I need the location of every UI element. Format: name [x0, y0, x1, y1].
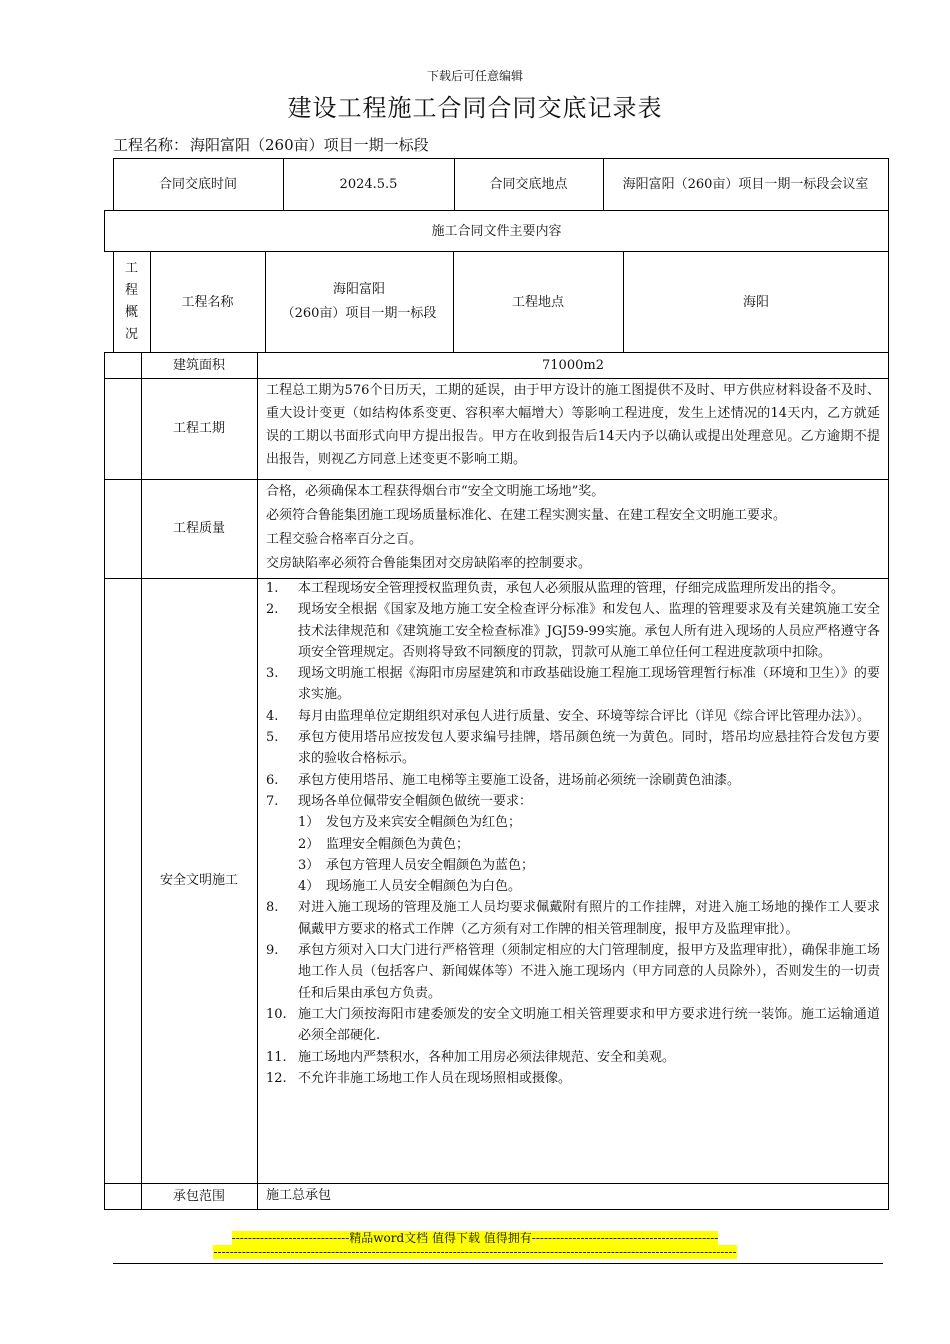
- overview-char-1: 工: [124, 261, 138, 276]
- safety-item: 8. 对进入施工现场的管理及施工人员均要求佩戴附有照片的工作挂牌，对进入施工场地的操作工人要求佩戴甲方要求的格式工作牌（乙方须有对工作牌的相关管理制度，报甲方及监理审批）。: [266, 900, 880, 937]
- project-name-label: 工程名称：: [113, 136, 189, 154]
- helmet-color-item: 2） 监理安全帽颜色为黄色；: [298, 836, 470, 852]
- safety-item: 10. 施工大门须按海阳市建委颁发的安全文明施工相关管理要求和甲方要求进行统一装饰。施工运输通道必须全部硬化.: [266, 1006, 880, 1044]
- footer-line-1: -----------------------------精品word文档 值得下载 值得拥有----------------------------------------------: [231, 1231, 719, 1245]
- safety-item: 6. 承包方使用塔吊、施工电梯等主要施工设备，进场前必须统一涂刷黄色油漆。: [266, 772, 741, 788]
- quality-line-1: 合格，必须确保本工程获得烟台市“安全文明施工场地”奖。: [266, 484, 605, 499]
- handover-place-value: 海阳富阳（260亩）项目一期一标段会议室: [622, 177, 869, 192]
- footer-line-2: ---------------------------------------------------------------------------------------------------------------------------------: [213, 1245, 737, 1259]
- period-text: 工程总工期为576个日历天，工期的延误，由于甲方设计的施工图提供不及时、甲方供应材料设备不及时、重大设计变更（如结构体系变更、容积率大幅增大）等影响工程进度，发生上述情况的14天内，乙方就延误的工期以书面形式向甲方提出报告。甲方在收到报告后14天内予以确认或提出处理意见。乙方逾期不提出报告，则视乙方同意上述变更不影响工期。: [266, 383, 880, 467]
- safety-item: 9. 承包方须对入口大门进行严格管理（须制定相应的大门管理制度，报甲方及监理审批），确保非施工场地工作人员（包括客户、新闻媒体等）不进入施工现场内（甲方同意的人员除外），否则发生的一切责任和后果由承包方负责。: [266, 943, 880, 1001]
- quality-label: 工程质量: [172, 521, 225, 536]
- safety-items-bottom: [266, 897, 880, 1089]
- safety-item: 5. 承包方使用塔吊应按发包人要求编号挂牌，塔吊颜色统一为黄色。同时，塔吊均应悬挂符合发包方要求的验收合格标示。: [266, 730, 880, 767]
- scope-value: 施工总承包: [266, 1188, 332, 1203]
- period-label: 工程工期: [172, 421, 225, 436]
- download-note: 下载后可任意编辑: [426, 69, 523, 83]
- handover-time-label: 合同交底时间: [158, 177, 237, 192]
- project-name-cell-value: [265, 251, 453, 353]
- overview-char-3: 概: [124, 305, 138, 320]
- helmet-color-item: 3） 承包方管理人员安全帽颜色为蓝色；: [298, 857, 535, 873]
- footer-rule: [113, 1263, 883, 1264]
- safety-item: 7. 现场各单位佩带安全帽颜色做统一要求：: [266, 793, 533, 809]
- helmet-color-item: 1） 发包方及来宾安全帽颜色为红色；: [298, 815, 522, 831]
- overview-char-4: 况: [124, 327, 138, 342]
- page-title: 建设工程施工合同合同交底记录表: [287, 94, 663, 122]
- quality-line-2: 必须符合鲁能集团施工现场质量标准化、在建工程实测实量、在建工程安全文明施工要求。: [266, 508, 787, 523]
- safety-list: [266, 578, 880, 1089]
- safety-item: 2. 现场安全根据《国家及地方施工安全检查评分标准》和发包人、监理的管理要求及有关建筑施工安全技术法律规范和《建筑施工安全检查标准》JGJ59-99实施。承包人所有进入现场的人员应严格遵守各项安全管理规定。否则将导致不同额度的罚款，罚款可从施工单位任何工程进度款项中扣除。: [266, 602, 880, 660]
- safety-item: 3. 现场文明施工根据《海阳市房屋建筑和市政基础设施工程施工现场管理暂行标准（环境和卫生）》的要求实施。: [266, 666, 880, 703]
- safety-item: 12. 不允许非施工场地工作人员在现场照相或摄像。: [266, 1070, 572, 1086]
- project-location-label: 工程地点: [511, 294, 564, 310]
- helmet-color-item: 4） 现场施工人员安全帽颜色为白色。: [298, 879, 522, 895]
- quality-line-3: 工程交验合格率百分之百。: [266, 532, 423, 547]
- area-value: 71000m2: [542, 357, 604, 373]
- safety-item: 1. 本工程现场安全管理授权监理负责，承包人必须服从监理的管理，仔细完成监理所发出的指令。: [266, 581, 845, 596]
- safety-item: 11. 施工场地内严禁积水，各种加工用房必须法律规范、安全和美观。: [266, 1049, 676, 1065]
- project-name-value-line1: 海阳富阳: [332, 282, 385, 297]
- project-name-value: 海阳富阳（260亩）项目一期一标段: [190, 136, 429, 154]
- project-name-value-line2: （260亩）项目一期一标段: [281, 306, 437, 321]
- section-title: 施工合同文件主要内容: [431, 223, 562, 239]
- overview-char-2: 程: [124, 283, 138, 298]
- area-label: 建筑面积: [172, 357, 225, 373]
- scope-label: 承包范围: [172, 1189, 225, 1204]
- project-name-cell-label: 工程名称: [181, 294, 234, 310]
- safety-items-top: [266, 578, 880, 812]
- handover-place-label: 合同交底地点: [489, 177, 568, 192]
- project-location-value: 海阳: [742, 294, 769, 310]
- overview-group-label: [113, 251, 150, 353]
- quality-text: [266, 480, 880, 576]
- safety-item: 4. 每月由监理单位定期组织对承包人进行质量、安全、环境等综合评比（详见《综合评比管理办法》）。: [266, 708, 871, 724]
- quality-line-4: 交房缺陷率必须符合鲁能集团对交房缺陷率的控制要求。: [266, 556, 592, 571]
- handover-time-value: 2024.5.5: [339, 177, 398, 192]
- safety-label: 安全文明施工: [159, 873, 238, 888]
- project-name-line: [113, 134, 431, 155]
